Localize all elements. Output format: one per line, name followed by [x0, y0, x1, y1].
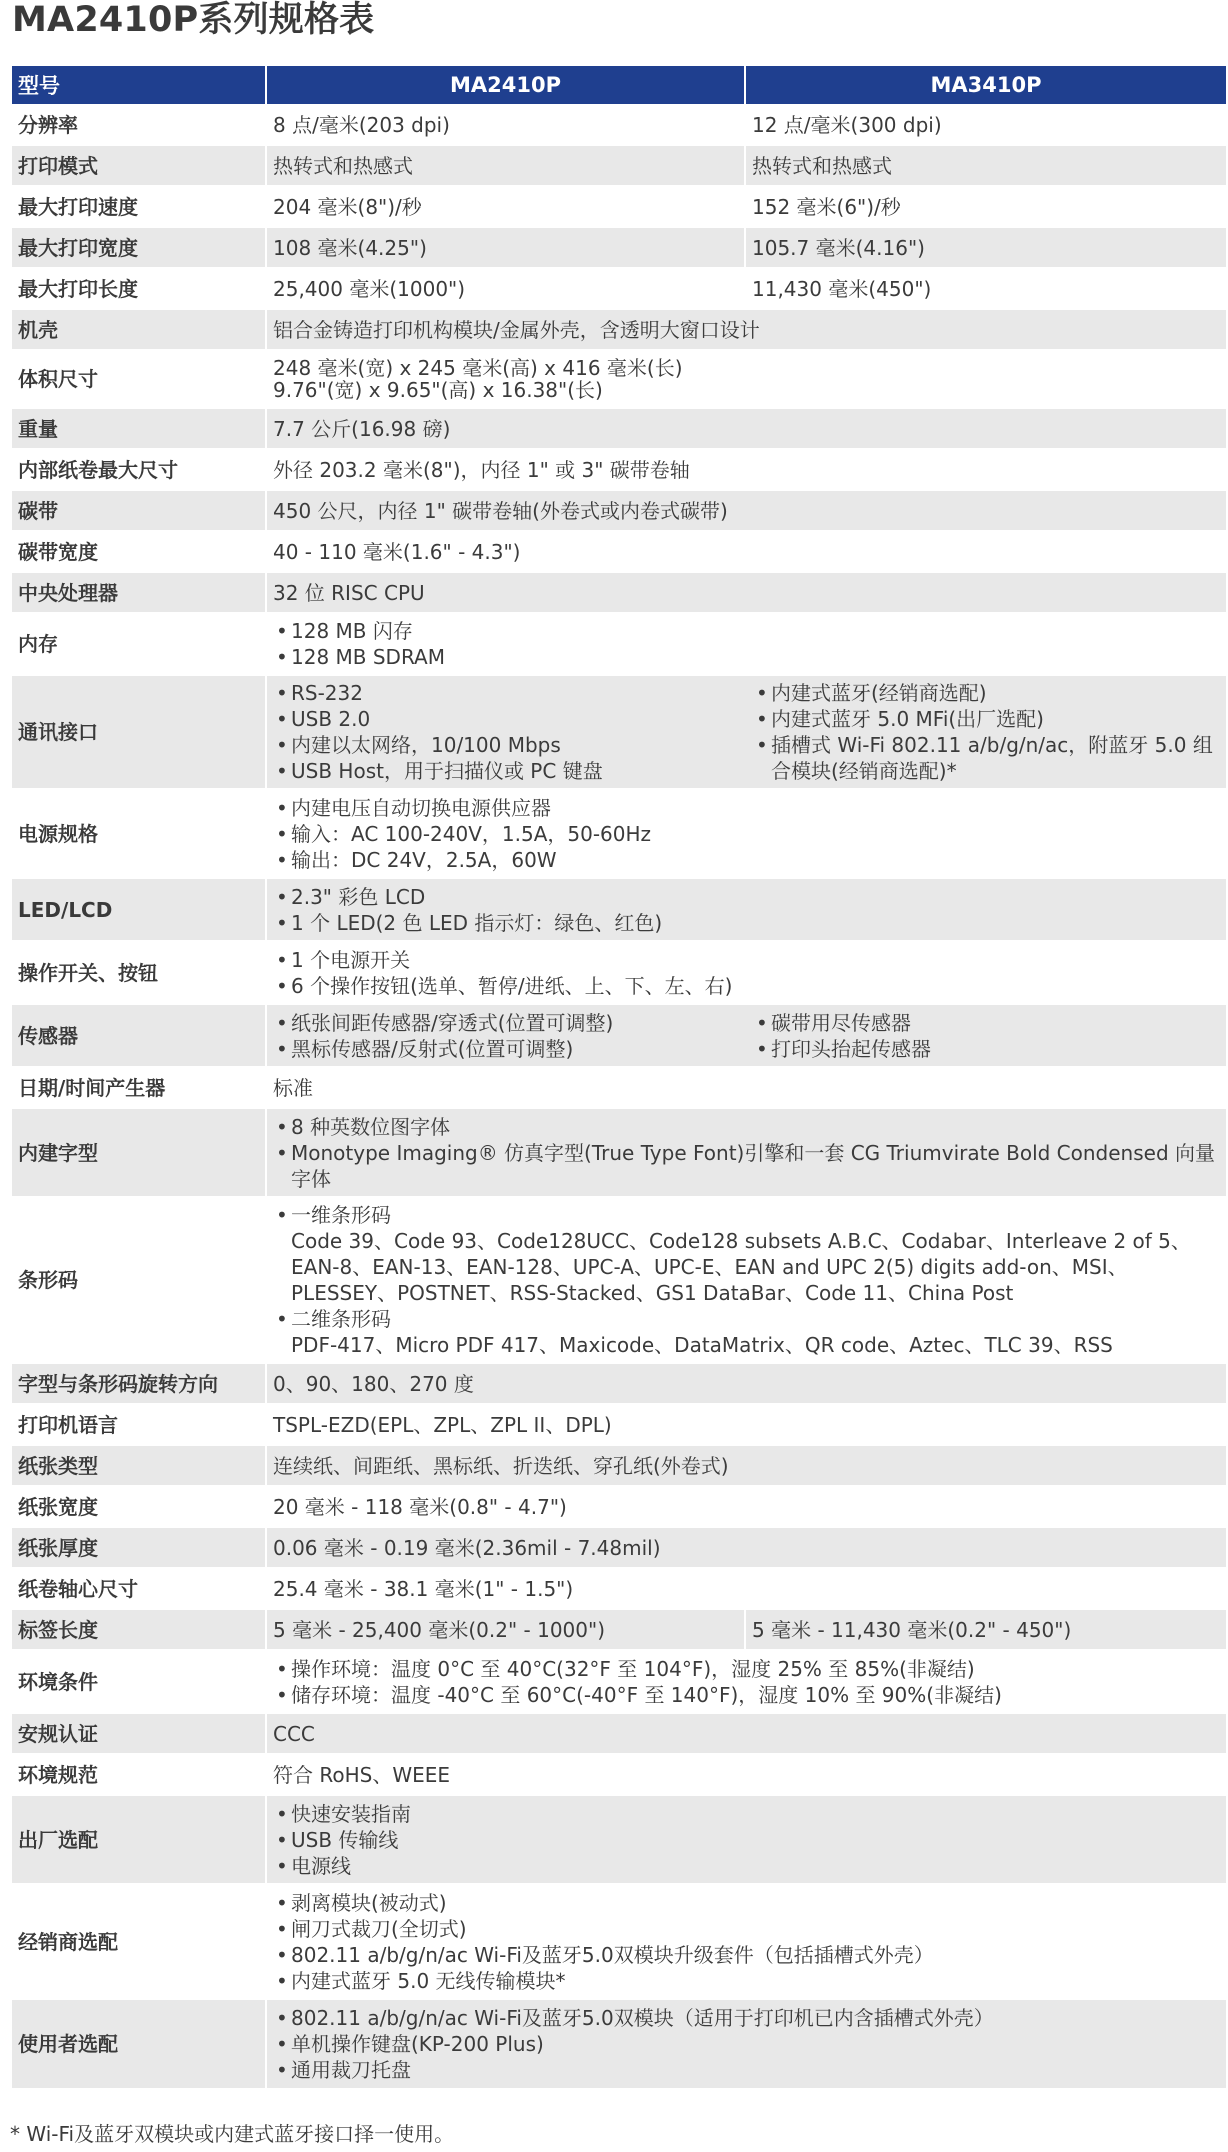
table-row: [12, 572, 1226, 613]
list-item: • 1 个电源开关: [273, 947, 1220, 973]
list-item: • 内建式蓝牙(经销商选配): [753, 680, 1220, 706]
cell-value: [266, 1004, 1226, 1067]
row-label: 内存: [12, 613, 266, 675]
table-row: [12, 1527, 1226, 1568]
row-label: 重量: [12, 408, 266, 449]
row-label: 分辨率: [12, 105, 266, 145]
list-item: • 内建式蓝牙 5.0 无线传输模块*: [273, 1968, 1220, 1994]
cell-value: TSPL-EZD(EPL、ZPL、ZPL II、DPL): [266, 1404, 1226, 1445]
dimensions-imperial: 9.76"(宽) x 9.65"(高) x 16.38"(长): [273, 378, 603, 402]
table-row: [12, 105, 1226, 145]
model-ma2410p-header: MA2410P: [266, 66, 745, 105]
table-row: [12, 1754, 1226, 1795]
table-row: [12, 878, 1226, 941]
cell-value: 108 毫米(4.25"): [266, 227, 745, 268]
list-item: • 快速安装指南: [273, 1801, 1220, 1827]
table-row: [12, 1067, 1226, 1108]
row-label: 体积尺寸: [12, 350, 266, 408]
cell-value: [266, 1884, 1226, 1999]
cell-value: [266, 1197, 1226, 1363]
table-row: [12, 1108, 1226, 1197]
row-label: 纸张厚度: [12, 1527, 266, 1568]
cell-value: 0.06 毫米 - 0.19 毫米(2.36mil - 7.48mil): [266, 1527, 1226, 1568]
cell-value: 标准: [266, 1067, 1226, 1108]
barcode-2d-list: PDF-417、Micro PDF 417、Maxicode、DataMatrix、QR code、Aztec、TLC 39、RSS: [291, 1333, 1113, 1357]
bullet-list: [753, 1010, 1220, 1062]
cell-value: 12 点/毫米(300 dpi): [745, 105, 1226, 145]
bullet-list: [753, 680, 1220, 784]
bullet-list: [273, 1114, 1220, 1192]
row-label: 碳带宽度: [12, 531, 266, 572]
table-row: [12, 490, 1226, 531]
list-item: • USB 传输线: [273, 1827, 1220, 1853]
list-item: • 内建电压自动切换电源供应器: [273, 795, 1220, 821]
cell-value: [266, 350, 1226, 408]
bullet-list: [273, 1202, 1220, 1358]
list-item: • 通用裁刀托盘: [273, 2057, 1220, 2083]
row-label: 纸张类型: [12, 1445, 266, 1486]
table-row: [12, 1795, 1226, 1884]
cell-value: 32 位 RISC CPU: [266, 572, 1226, 613]
list-item: • 内建式蓝牙 5.0 MFi(出厂选配): [753, 706, 1220, 732]
row-label: 字型与条形码旋转方向: [12, 1363, 266, 1404]
list-item: • 8 种英数位图字体: [273, 1114, 1220, 1140]
cell-value: 5 毫米 - 11,430 毫米(0.2" - 450"): [745, 1609, 1226, 1650]
list-item: • USB Host，用于扫描仪或 PC 键盘: [273, 758, 753, 784]
table-row: [12, 675, 1226, 789]
row-label: 机壳: [12, 309, 266, 350]
bullet-list: [273, 1656, 1220, 1708]
cell-value: 铝合金铸造打印机构模块/金属外壳，含透明大窗口设计: [266, 309, 1226, 350]
footnote: * Wi-Fi及蓝牙双模块或内建式蓝牙接口择一使用。: [10, 2122, 455, 2146]
row-label: 环境规范: [12, 1754, 266, 1795]
list-item: • RS-232: [273, 680, 753, 706]
table-row: [12, 1609, 1226, 1650]
list-item: • 128 MB SDRAM: [273, 644, 1220, 670]
table-row: [12, 1004, 1226, 1067]
table-row: [12, 531, 1226, 572]
table-row: [12, 1363, 1226, 1404]
row-label: 碳带: [12, 490, 266, 531]
table-row: [12, 1197, 1226, 1363]
bullet-list: [273, 1890, 1220, 1994]
list-item: • 剥离模块(被动式): [273, 1890, 1220, 1916]
list-item: • 128 MB 闪存: [273, 618, 1220, 644]
row-label: 传感器: [12, 1004, 266, 1067]
table-row: [12, 1486, 1226, 1527]
row-label: 安规认证: [12, 1713, 266, 1754]
table-row: [12, 145, 1226, 186]
row-label: LED/LCD: [12, 878, 266, 941]
bullet-list: [273, 680, 753, 784]
table-row: [12, 449, 1226, 490]
row-label: 打印机语言: [12, 1404, 266, 1445]
bullet-list: [273, 947, 1220, 999]
table-header-row: [12, 66, 1226, 105]
row-label: 通讯接口: [12, 675, 266, 789]
cell-value: 40 - 110 毫米(1.6" - 4.3"): [266, 531, 1226, 572]
model-ma3410p-header: MA3410P: [745, 66, 1226, 105]
dimensions-metric: 248 毫米(宽) x 245 毫米(高) x 416 毫米(长): [273, 356, 683, 380]
row-label: 中央处理器: [12, 572, 266, 613]
cell-value: 热转式和热感式: [745, 145, 1226, 186]
table-row: [12, 268, 1226, 309]
table-row: [12, 613, 1226, 675]
table-row: [12, 1650, 1226, 1713]
bullet-list: [273, 1801, 1220, 1879]
cell-value: 7.7 公斤(16.98 磅): [266, 408, 1226, 449]
page-title: MA2410P系列规格表: [12, 0, 375, 40]
cell-value: [266, 675, 1226, 789]
row-label: 电源规格: [12, 789, 266, 878]
cell-value: 8 点/毫米(203 dpi): [266, 105, 745, 145]
cell-value: 热转式和热感式: [266, 145, 745, 186]
row-label: 最大打印速度: [12, 186, 266, 227]
row-label: 环境条件: [12, 1650, 266, 1713]
list-item: • 操作环境：温度 0°C 至 40°C(32°F 至 104°F)，湿度 25% 至 85%(非凝结): [273, 1656, 1220, 1682]
row-label: 最大打印长度: [12, 268, 266, 309]
barcode-1d-title: • 一维条形码: [291, 1203, 391, 1227]
table-row: [12, 350, 1226, 408]
table-row: [12, 1999, 1226, 2088]
bullet-list: [273, 618, 1220, 670]
row-label: 使用者选配: [12, 1999, 266, 2088]
cell-value: [266, 613, 1226, 675]
cell-value: CCC: [266, 1713, 1226, 1754]
row-label: 操作开关、按钮: [12, 941, 266, 1004]
cell-value: 450 公尺，内径 1" 碳带卷轴(外卷式或内卷式碳带): [266, 490, 1226, 531]
cell-value: 外径 203.2 毫米(8")，内径 1" 或 3" 碳带卷轴: [266, 449, 1226, 490]
table-row: [12, 1884, 1226, 1999]
list-item: • 802.11 a/b/g/n/ac Wi-Fi及蓝牙5.0双模块升级套件（包括插槽式外壳）: [273, 1942, 1220, 1968]
list-item: • 6 个操作按钮(选单、暂停/进纸、上、下、左、右): [273, 973, 1220, 999]
table-row: [12, 941, 1226, 1004]
cell-value: [266, 1999, 1226, 2088]
table-row: [12, 186, 1226, 227]
table-row: [12, 1713, 1226, 1754]
row-label: 条形码: [12, 1197, 266, 1363]
bullet-list: [273, 795, 1220, 873]
bullet-list: [273, 2005, 1220, 2083]
list-item: • 单机操作键盘(KP-200 Plus): [273, 2031, 1220, 2057]
list-item: • 黑标传感器/反射式(位置可调整): [273, 1036, 753, 1062]
cell-value: 105.7 毫米(4.16"): [745, 227, 1226, 268]
table-row: [12, 1404, 1226, 1445]
row-label: 打印模式: [12, 145, 266, 186]
list-item: • 碳带用尽传感器: [753, 1010, 1220, 1036]
list-item: • 内建以太网络，10/100 Mbps: [273, 732, 753, 758]
list-item: • 1 个 LED(2 色 LED 指示灯：绿色、红色): [273, 910, 1220, 936]
table-row: [12, 1445, 1226, 1486]
cell-value: 5 毫米 - 25,400 毫米(0.2" - 1000"): [266, 1609, 745, 1650]
cell-value: 152 毫米(6")/秒: [745, 186, 1226, 227]
cell-value: [266, 1650, 1226, 1713]
list-item: • 插槽式 Wi-Fi 802.11 a/b/g/n/ac，附蓝牙 5.0 组合模块(经销商选配)*: [753, 732, 1220, 784]
table-row: [12, 227, 1226, 268]
list-item: • 802.11 a/b/g/n/ac Wi-Fi及蓝牙5.0双模块（适用于打印机已内含插槽式外壳）: [273, 2005, 1220, 2031]
list-item: [273, 1202, 1220, 1306]
list-item: • 输入：AC 100-240V，1.5A，50-60Hz: [273, 821, 1220, 847]
row-label: 最大打印宽度: [12, 227, 266, 268]
bullet-list: [273, 1010, 753, 1062]
cell-value: [266, 878, 1226, 941]
bullet-list: [273, 884, 1220, 936]
cell-value: [266, 941, 1226, 1004]
model-column-header: 型号: [12, 66, 266, 105]
list-item: • 储存环境：温度 -40°C 至 60°C(-40°F 至 140°F)，湿度 10% 至 90%(非凝结): [273, 1682, 1220, 1708]
cell-value: 25,400 毫米(1000"): [266, 268, 745, 309]
barcode-1d-list: Code 39、Code 93、Code128UCC、Code128 subsets A.B.C、Codabar、Interleave 2 of 5、EAN-8、EAN-13、EAN-128、UPC-A、UPC-E、EAN and UPC 2(5) digits add-on、MSI、PLESSEY、POSTNET、RSS-Stacked、GS1 DataBar、Code 11、China Post: [291, 1229, 1191, 1305]
table-row: [12, 1568, 1226, 1609]
list-item: • 电源线: [273, 1853, 1220, 1879]
table-row: [12, 309, 1226, 350]
row-label: 经销商选配: [12, 1884, 266, 1999]
row-label: 标签长度: [12, 1609, 266, 1650]
barcode-2d-title: • 二维条形码: [291, 1307, 391, 1331]
list-item: • 打印头抬起传感器: [753, 1036, 1220, 1062]
row-label: 纸张宽度: [12, 1486, 266, 1527]
cell-value: 连续纸、间距纸、黑标纸、折迭纸、穿孔纸(外卷式): [266, 1445, 1226, 1486]
row-label: 日期/时间产生器: [12, 1067, 266, 1108]
list-item: • Monotype Imaging® 仿真字型(True Type Font)引擎和一套 CG Triumvirate Bold Condensed 向量字体: [273, 1140, 1220, 1192]
cell-value: 符合 RoHS、WEEE: [266, 1754, 1226, 1795]
row-label: 内建字型: [12, 1108, 266, 1197]
cell-value: [266, 1108, 1226, 1197]
list-item: • USB 2.0: [273, 706, 753, 732]
cell-value: 25.4 毫米 - 38.1 毫米(1" - 1.5"): [266, 1568, 1226, 1609]
cell-value: 204 毫米(8")/秒: [266, 186, 745, 227]
cell-value: [266, 789, 1226, 878]
table-row: [12, 408, 1226, 449]
row-label: 内部纸卷最大尺寸: [12, 449, 266, 490]
cell-value: 11,430 毫米(450"): [745, 268, 1226, 309]
cell-value: [266, 1795, 1226, 1884]
list-item: • 纸张间距传感器/穿透式(位置可调整): [273, 1010, 753, 1036]
row-label: 出厂选配: [12, 1795, 266, 1884]
table-row: [12, 789, 1226, 878]
spec-table: [12, 66, 1226, 2088]
list-item: • 2.3" 彩色 LCD: [273, 884, 1220, 910]
list-item: [273, 1306, 1220, 1358]
cell-value: 20 毫米 - 118 毫米(0.8" - 4.7"): [266, 1486, 1226, 1527]
list-item: • 闸刀式裁刀(全切式): [273, 1916, 1220, 1942]
cell-value: 0、90、180、270 度: [266, 1363, 1226, 1404]
list-item: • 输出：DC 24V，2.5A，60W: [273, 847, 1220, 873]
row-label: 纸卷轴心尺寸: [12, 1568, 266, 1609]
